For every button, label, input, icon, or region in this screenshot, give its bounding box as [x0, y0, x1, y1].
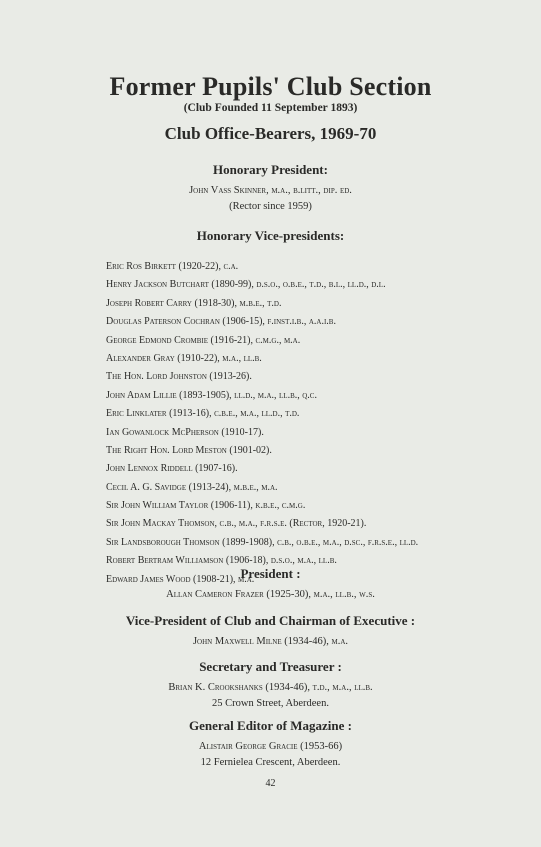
- honorary-president-note: (Rector since 1959): [229, 201, 312, 212]
- list-item: Sir Landsborough Thomson (1899-1908), c.b., o.b.e., m.a., d.sc., f.r.s.e., ll.d.: [106, 536, 419, 548]
- list-item: Cecil A. G. Savidge (1913-24), m.b.e., m.a.: [106, 481, 278, 493]
- page-title: Former Pupils' Club Section: [109, 72, 432, 101]
- editor-section: [0, 718, 541, 771]
- office-bearers-heading: Club Office-Bearers, 1969-70: [164, 124, 377, 143]
- honorary-vice-presidents-list: [106, 258, 526, 589]
- list-item: John Lennox Riddell (1907-16).: [106, 463, 238, 475]
- honorary-vice-presidents-heading: Honorary Vice-presidents:: [196, 228, 345, 243]
- list-item: Joseph Robert Carry (1918-30), m.b.e., t.d.: [106, 297, 282, 309]
- secretary-address: 25 Crown Street, Aberdeen.: [212, 698, 329, 709]
- list-item: Eric Ros Birkett (1920-22), c.a.: [106, 261, 239, 272]
- vice-president-name: John Maxwell Milne (1934-46), m.a.: [192, 636, 349, 647]
- editor-address: 12 Fernielea Crescent, Aberdeen.: [200, 757, 341, 768]
- list-item: Sir John William Taylor (1906-11), k.b.e., c.m.g.: [106, 500, 306, 512]
- secretary-name: Brian K. Crookshanks (1934-46), t.d., m.a., ll.b.: [168, 682, 373, 693]
- editor-heading: General Editor of Magazine :: [189, 718, 352, 733]
- honorary-president-name: John Vass Skinner, m.a., b.litt., dip. ed.: [189, 185, 352, 196]
- honorary-vice-presidents-heading-wrap: [0, 228, 541, 244]
- page-number: 42: [265, 778, 276, 789]
- vice-president-section: [0, 613, 541, 650]
- president-name: Allan Cameron Frazer (1925-30), m.a., ll.b., w.s.: [166, 589, 375, 600]
- vice-president-heading: Vice-President of Club and Chairman of Executive :: [125, 613, 416, 628]
- president-section: [0, 566, 541, 603]
- secretary-section: [0, 659, 541, 712]
- list-item: Edward James Wood (1908-21), m.a.: [106, 573, 255, 585]
- list-item: Alexander Gray (1910-22), m.a., ll.b.: [106, 352, 262, 364]
- list-item: Sir John Mackay Thomson, c.b., m.a., f.r.s.e. (Rector, 1920-21).: [106, 518, 367, 530]
- secretary-heading: Secretary and Treasurer :: [199, 659, 342, 674]
- list-item: George Edmond Crombie (1916-21), c.m.g., m.a.: [106, 334, 301, 346]
- list-item: The Right Hon. Lord Meston (1901-02).: [106, 444, 272, 456]
- president-heading: President :: [240, 566, 301, 581]
- list-item: John Adam Lillie (1893-1905), ll.d., m.a., ll.b., q.c.: [106, 389, 317, 401]
- list-item: Ian Gowanlock McPherson (1910-17).: [106, 426, 264, 438]
- list-item: The Hon. Lord Johnston (1913-26).: [106, 371, 252, 383]
- list-item: Douglas Paterson Cochran (1906-15), f.inst.i.b., a.a.i.b.: [106, 316, 336, 328]
- list-item: Eric Linklater (1913-16), c.b.e., m.a., ll.d., t.d.: [106, 408, 300, 420]
- founded-note: (Club Founded 11 September 1893): [183, 102, 358, 114]
- honorary-president-heading: Honorary President:: [213, 162, 328, 177]
- editor-name: Alistair George Gracie (1953-66): [198, 741, 343, 752]
- list-item: Henry Jackson Butchart (1890-99), d.s.o., o.b.e., t.d., b.l., ll.d., d.l.: [106, 279, 386, 291]
- list-item: Robert Bertram Williamson (1906-18), d.s.o., m.a., ll.b.: [106, 555, 337, 567]
- honorary-president-section: [0, 162, 541, 215]
